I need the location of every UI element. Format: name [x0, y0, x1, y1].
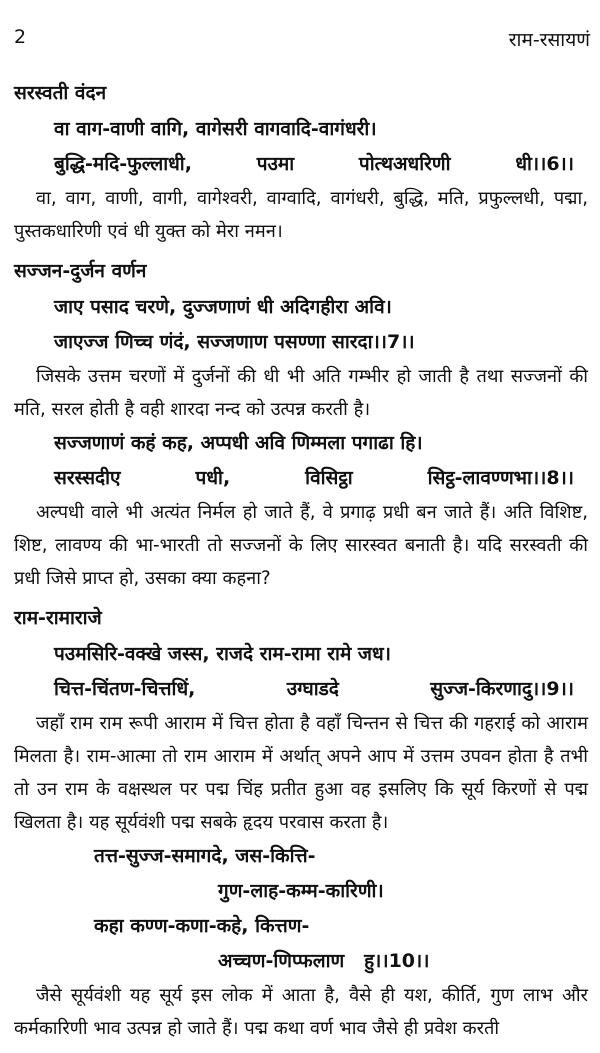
verse-line: कहा कण्ण-कणा-कहे, कित्तण- — [94, 915, 310, 937]
verse-word: सुज्ज-किरणादु।।9।। — [430, 678, 574, 700]
verse-line — [54, 461, 574, 496]
verse-line: वा वाग-वाणी वागि, वागेसरी वागवादि-वागंधरी। — [54, 118, 377, 140]
verse-word: पोत्थअधरिणी — [358, 153, 451, 175]
prose-paragraph: जैसे सूर्यवंशी यह सूर्य इस लोक में आता है, वैसे ही यश, कीर्ति, गुण लाभ और कर्मकारिणी भाव उत्पन्न हो जाते हैं। पद्म कथा वर्ण भाव जैसे ही प्रवेश करती — [14, 985, 588, 1039]
verse-line: जाए पसाद चरणे, दुज्जणाणं धी अदिगहीरा अवि। — [54, 296, 392, 318]
running-title: राम-रसायणं — [508, 29, 590, 51]
verse-word: उग्घाडदे — [286, 678, 339, 700]
verse-word: बुद्धि-मदि-फुल्लाधी, — [54, 153, 192, 175]
verse-line: गुण-लाह-कम्म-कारिणी। — [218, 880, 384, 902]
verse-word: पधी, — [195, 467, 231, 489]
verse-line — [54, 147, 574, 182]
section-heading-saraswati-vandan: सरस्वती वंदन — [14, 82, 107, 104]
verse-word: सिट्ठ-लावण्णभा।।8।। — [427, 467, 574, 489]
verse-line: पउमसिरि-वक्खे जस्स, राजदे राम-रामा रामे जध। — [54, 643, 391, 665]
verse-word: धी।।6।। — [515, 153, 574, 175]
verse-word: सरस्सदीए — [54, 467, 121, 489]
section-heading-ram-ramaraje: राम-रामाराजे — [14, 607, 102, 629]
prose-paragraph: वा, वाग, वाणी, वागी, वागेश्वरी, वाग्वादि, वागंधरी, बुद्धि, मति, प्रफुल्लधी, पद्मा, पुस्तकधारिणी एवं धी युक्त को मेरा नमन। — [14, 188, 588, 242]
prose-paragraph: जहाँ राम राम रूपी आराम में चित्त होता है वहाँ चिन्तन से चित्त की गहराई को आराम मिलता है। राम-आत्मा तो राम आराम में अर्थात् अपने आप में उत्तम उपवन होता है तभी तो उन राम के वक्षस्थल पर पद्म चिंह प्रतीत हुआ वह इसलिए कि सूर्य किरणों से पद्म खिलता है। यह सूर्यवंशी पद्म सबके हृदय परवास करता है। — [14, 713, 588, 833]
verse-word: चित्त-चिंतण-चित्तधिं, — [54, 678, 196, 700]
verse-word: पउमा — [256, 153, 295, 175]
verse-line: जाएज्ज णिच्च णंदं, सज्जणाण पसण्णा सारदा।।7।। — [54, 331, 415, 353]
prose-paragraph: जिसके उत्तम चरणों में दुर्जनों की धी भी अति गम्भीर हो जाती है तथा सज्जनों की मति, सरल होती है वही शारदा नन्द को उत्पन्न करती है। — [14, 366, 588, 420]
section-heading-sajjan-durjan: सज्जन-दुर्जन वर्णन — [14, 260, 147, 282]
verse-line: अच्चण-णिप्फलाण हु।।10।। — [218, 950, 430, 972]
verse-word: विसिट्ठा — [305, 467, 353, 489]
page-number: 2 — [14, 26, 27, 48]
prose-paragraph: अल्पधी वाले भी अत्यंत निर्मल हो जाते हैं, वे प्रगाढ़ प्रधी बन जाते हैं। अति विशिष्ट, शिष्ट, लावण्य की भा-भारती तो सज्जनों के लिए सारस्वत बनाती है। यदि सरस्वती की प्रधी जिसे प्राप्त हो, उसका क्या कहना? — [14, 502, 588, 589]
verse-line: तत्त-सुज्ज-समागदे, जस-कित्ति- — [94, 845, 316, 867]
verse-line: सज्जणाणं कहं कह, अप्पधी अवि णिम्मला पगाढा हि। — [54, 432, 423, 454]
page-header — [14, 26, 590, 56]
verse-line — [54, 672, 574, 707]
page-body — [14, 70, 588, 1045]
